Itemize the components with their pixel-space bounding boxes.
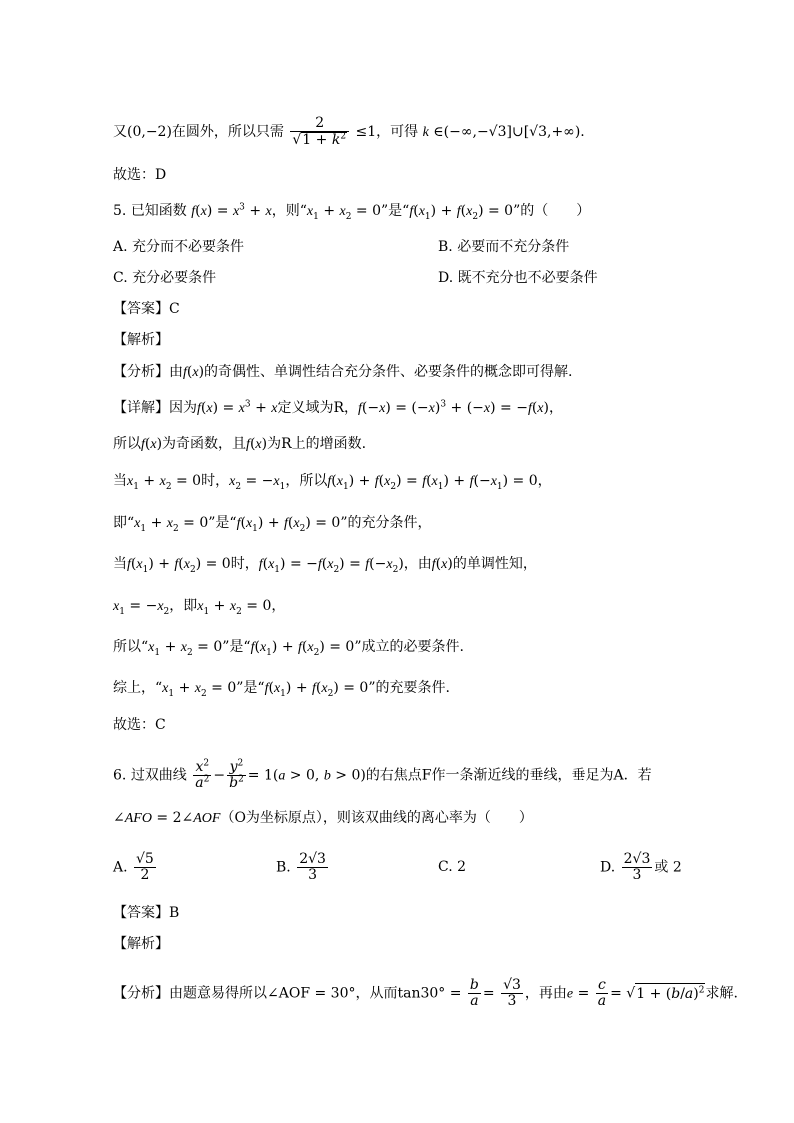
text-line: 又(0,−2)在圆外，所以只需 $\frac{2}{√1 + k^2}$ ≤1，可得 k ∈(−∞,−√3]∪[√3,+∞).: [113, 115, 585, 148]
option-b: B. $\frac{2√3}{3}$: [276, 851, 326, 883]
text-line: 【详解】因为$f(x) = x^3 + x$定义域为R，$f(-x) = (-x)^3 + (-x) = -f(x)$，: [113, 399, 563, 416]
text-line: ∠AFO = 2∠AOF（O为坐标原点），则该双曲线的离心率为（ ）: [113, 810, 533, 826]
text-line: 故选：D: [113, 167, 167, 183]
option-a: A. 充分而不必要条件: [113, 239, 245, 255]
text-line: 即“$x_1 + x_2 = 0$”是“$f(x_1) + f(x_2) = 0$”的充分条件，: [113, 515, 432, 534]
analysis-label: 【解析】: [113, 936, 169, 952]
option-d: D. $\frac{2√3}{3}$ 或 2: [600, 851, 682, 883]
text-line: 【分析】由f(x)的奇偶性、单调性结合充分条件、必要条件的概念即可得解.: [113, 364, 573, 380]
text-line: 【分析】由题意易得所以∠AOF = 30°，从而tan30° = $\frac{b}{a}$ = $\frac{√3}{3}$ ，再由e = $\frac{c}{a}$ = $√1 + (b/a)^2$求解.: [113, 977, 738, 1009]
text-line: 所以f(x)为奇函数，且f(x)为R上的增函数.: [113, 436, 367, 452]
question-5: 5. 已知函数 $f(x) = x^3 + x$，则“$x_1 + x_2 = 0$”是“$f(x_1) + f(x_2) = 0$”的（ ）: [113, 202, 591, 222]
answer-label: 【答案】C: [113, 301, 180, 317]
option-c: C. 充分必要条件: [113, 270, 217, 286]
analysis-label: 【解析】: [113, 332, 169, 348]
fraction: $\frac{2}{√1 + k^2}$: [290, 116, 349, 148]
option-c: C. 2: [438, 859, 467, 875]
answer-label: 【答案】B: [113, 905, 180, 921]
text-line: 当$f(x_1) + f(x_2) = 0$时，$f(x_1) = -f(x_2) = f(-x_2)$，由f(x)的单调性知，: [113, 556, 537, 575]
text-line: 当$x_1 + x_2 = 0$时，$x_2 = -x_1$，所以$f(x_1) + f(x_2) = f(x_1) + f(-x_1) = 0$，: [113, 473, 552, 492]
text-line: 故选：C: [113, 717, 166, 733]
question-6: 6. 过双曲线 $\frac{x^2}{a^2}$ − $\frac{y^2}{b^2}$ = 1(a > 0, b > 0)的右焦点F作一条渐近线的垂线，垂足为A．若: [113, 758, 652, 791]
option-b: B. 必要而不充分条件: [438, 239, 570, 255]
option-a: A. $\frac{√5}{2}$: [113, 851, 154, 883]
text-line: $x_1 = -x_2$，即$x_1 + x_2 = 0$，: [113, 598, 286, 617]
text-line: 综上，“$x_1 + x_2 = 0$”是“$f(x_1) + f(x_2) = 0$”的充要条件.: [113, 680, 450, 699]
text-line: 所以“$x_1 + x_2 = 0$”是“$f(x_1) + f(x_2) = 0$”成立的必要条件.: [113, 639, 464, 658]
option-d: D. 既不充分也不必要条件: [438, 270, 598, 286]
